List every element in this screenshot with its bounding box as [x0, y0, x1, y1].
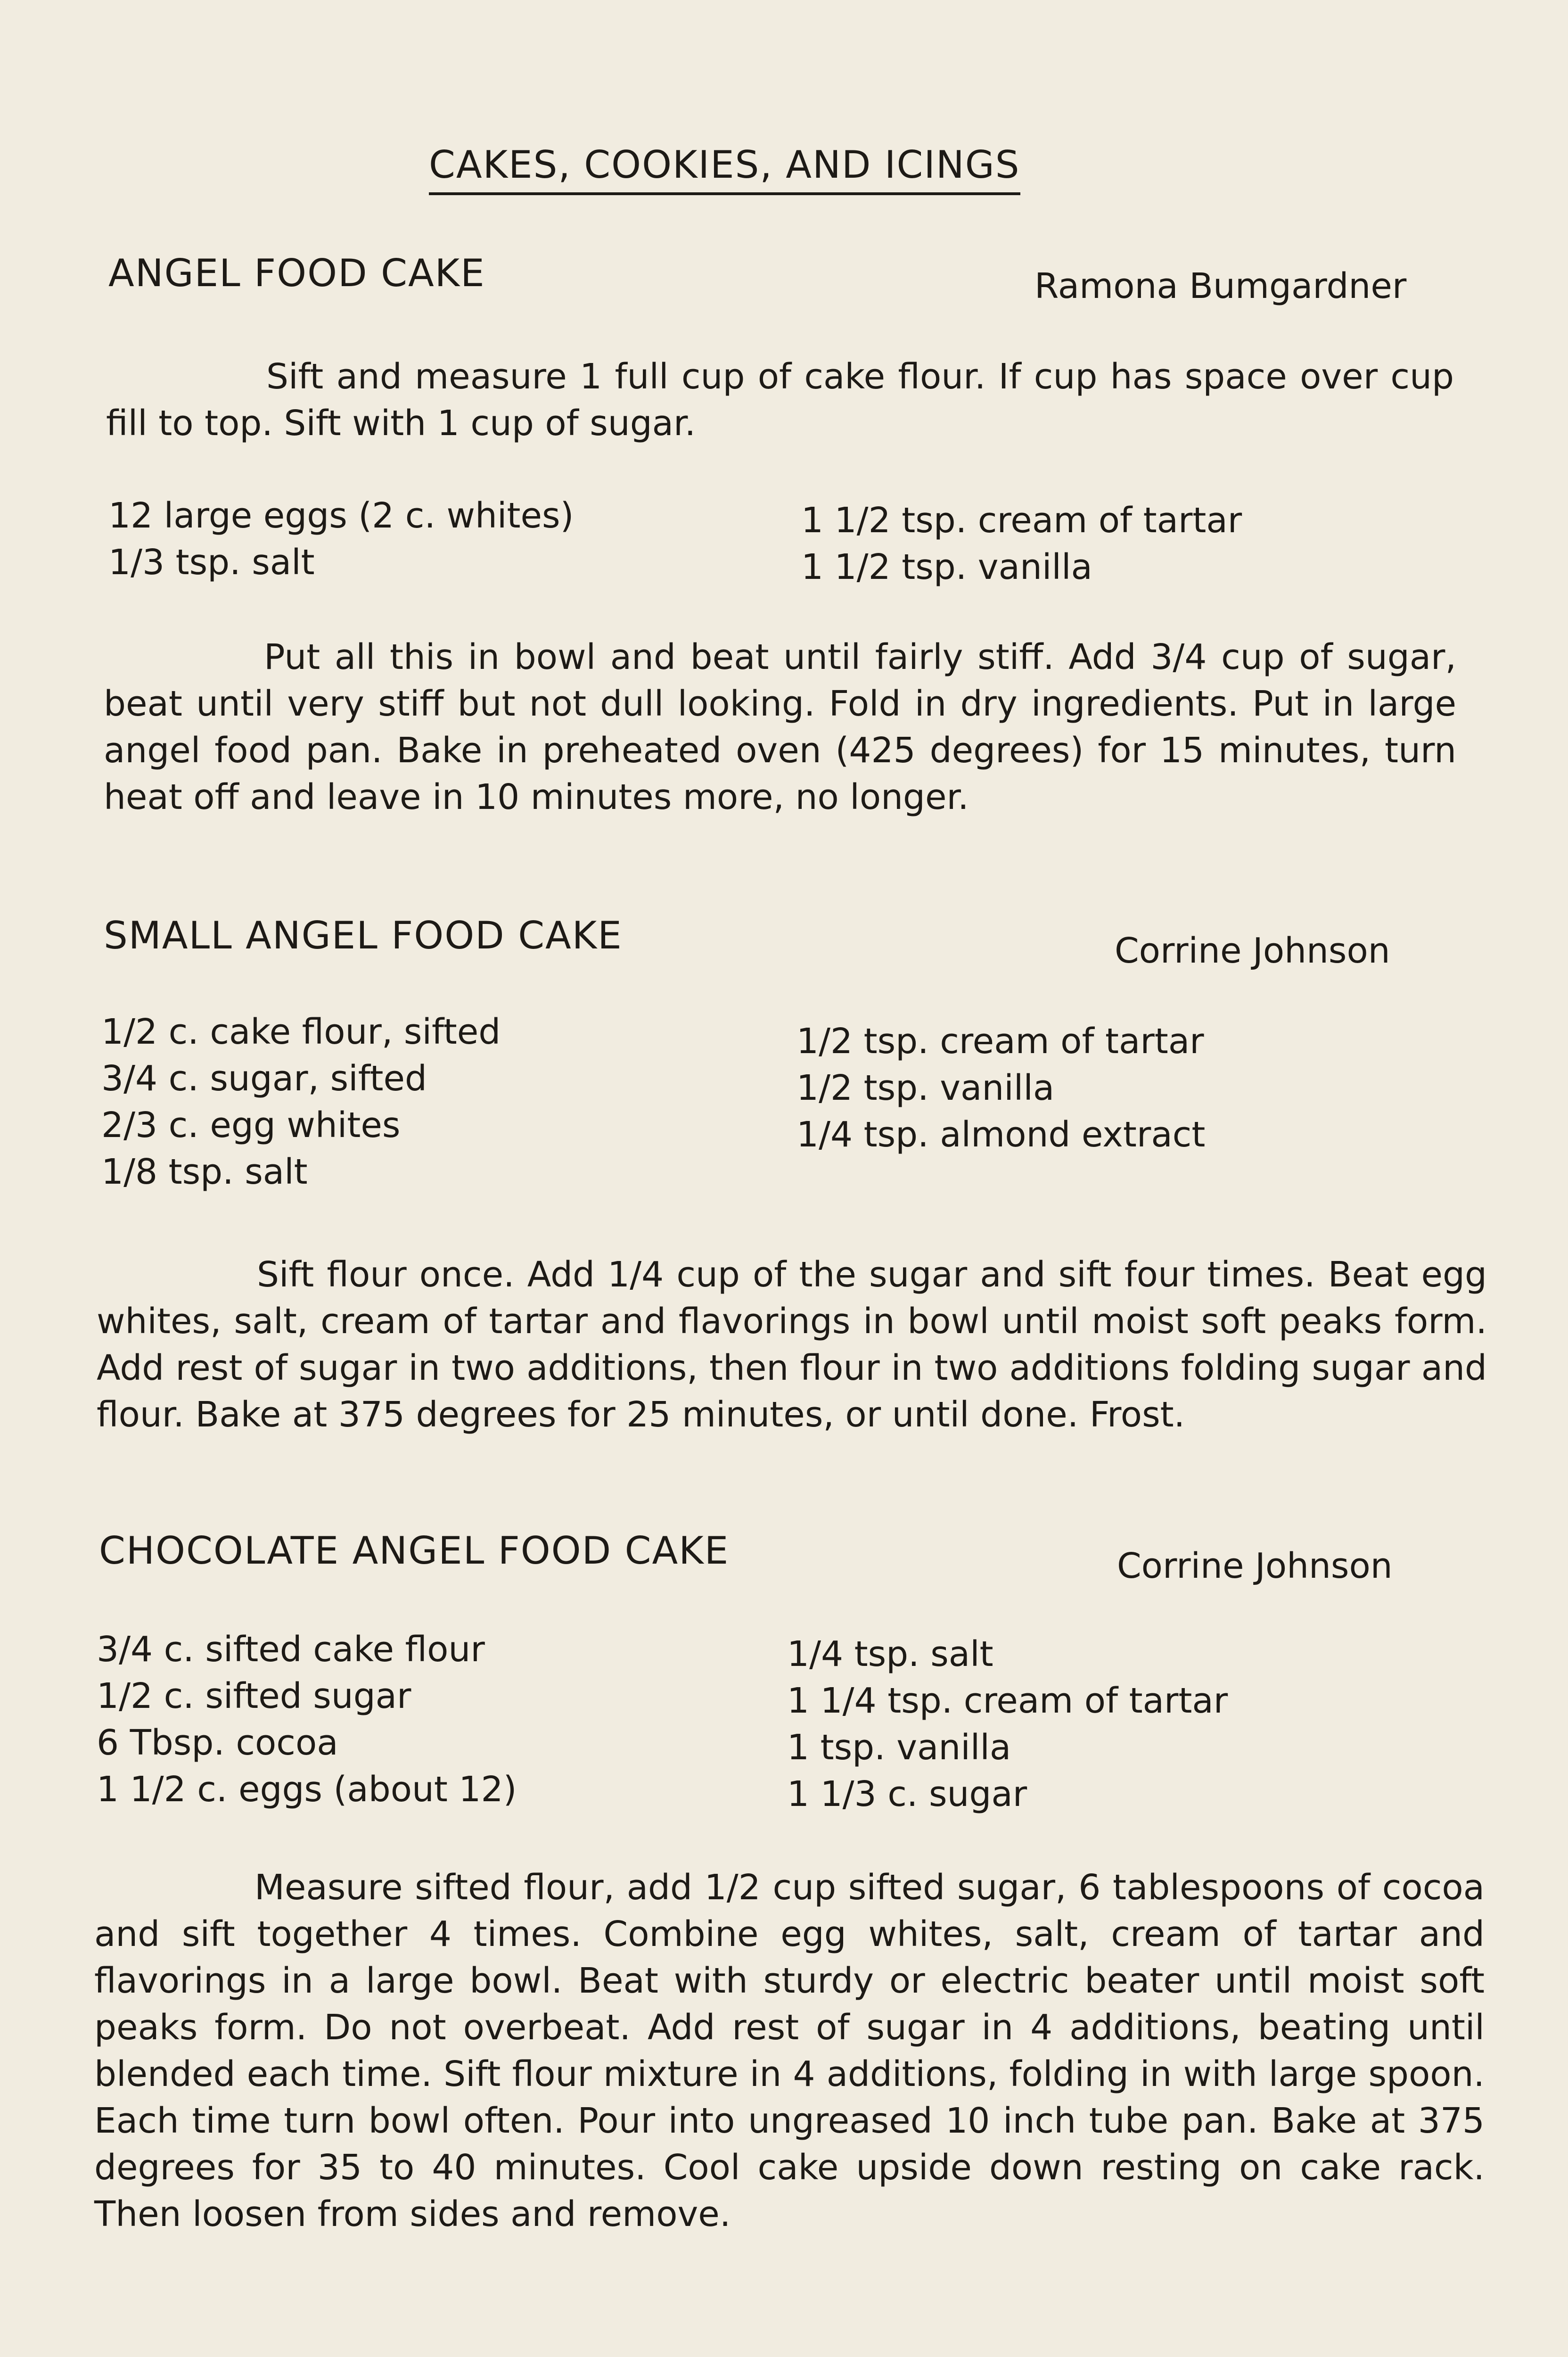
ingredient: 1 1/2 tsp. cream of tartar	[801, 500, 1242, 541]
recipe-author: Corrine Johnson	[1117, 1546, 1393, 1586]
ingredient: 1 1/2 c. eggs (about 12)	[97, 1769, 517, 1810]
ingredient-list-left	[97, 1626, 517, 1813]
ingredient: 1 1/2 tsp. vanilla	[801, 547, 1092, 587]
recipe-directions: Put all this in bowl and beat until fairly stiff. Add 3/4 cup of sugar, beat until very stiff but not dull looking. Fold in dry ingredients. Put in large angel food pan. Bake in preheated oven (425 degrees) for 15 minutes, turn heat off and leave in 10 minutes more, no longer.	[104, 637, 1456, 817]
recipe-author: Ramona Bumgardner	[1034, 266, 1407, 306]
ingredient-list-left	[101, 1009, 501, 1195]
ingredient-list-right	[787, 1631, 1228, 1818]
ingredient: 1 tsp. vanilla	[787, 1727, 1011, 1768]
section-heading: CAKES, COOKIES, AND ICINGS	[429, 146, 1020, 195]
ingredient: 3/4 c. sugar, sifted	[101, 1058, 427, 1099]
ingredient: 1/3 tsp. salt	[108, 542, 315, 583]
ingredient: 6 Tbsp. cocoa	[97, 1722, 338, 1763]
recipe-directions: Sift flour once. Add 1/4 cup of the sugar and sift four times. Beat egg whites, salt, cream of tartar and flavorings in bowl until moist soft peaks form. Add rest of sugar in two additions, then flour in two additions folding sugar and flour. Bake at 375 degrees for 25 minutes, or until done. Frost.	[97, 1254, 1487, 1435]
ingredient: 12 large eggs (2 c. whites)	[108, 495, 574, 536]
ingredient: 1/4 tsp. almond extract	[796, 1114, 1206, 1155]
ingredient: 1/4 tsp. salt	[787, 1634, 993, 1674]
ingredient: 1/2 tsp. cream of tartar	[796, 1021, 1204, 1062]
recipe-intro: Sift and measure 1 full cup of cake flour. If cup has space over cup fill to top. Sift with 1 cup of sugar.	[106, 356, 1454, 444]
recipe-directions: Measure sifted flour, add 1/2 cup sifted sugar, 6 tablespoons of cocoa and sift together 4 times. Combine egg whites, salt, cream of tartar and flavorings in a large bowl. Beat with sturdy or electric beater until moist soft peaks form. Do not overbeat. Add rest of sugar in 4 additions, beating until blended each time. Sift flour mixture in 4 additions, folding in with large spoon. Each time turn bowl often. Pour into ungreased 10 inch tube pan. Bake at 375 degrees for 35 to 40 minutes. Cool cake upside down resting on cake rack. Then loosen from sides and remove.	[94, 1867, 1485, 2234]
ingredient-list-right	[801, 497, 1242, 591]
recipe-title: ANGEL FOOD CAKE	[108, 251, 485, 295]
ingredient: 1 1/3 c. sugar	[787, 1774, 1027, 1814]
ingredient: 1/2 c. cake flour, sifted	[101, 1012, 501, 1052]
ingredient: 1/8 tsp. salt	[101, 1152, 308, 1192]
ingredient: 1 1/4 tsp. cream of tartar	[787, 1681, 1228, 1721]
ingredient: 1/2 tsp. vanilla	[796, 1068, 1055, 1108]
recipe-title: SMALL ANGEL FOOD CAKE	[104, 914, 623, 957]
recipe-title: CHOCOLATE ANGEL FOOD CAKE	[99, 1529, 730, 1573]
ingredient: 3/4 c. sifted cake flour	[97, 1629, 485, 1670]
ingredient: 2/3 c. egg whites	[101, 1105, 401, 1146]
ingredient-list-left	[108, 493, 574, 586]
recipe-author: Corrine Johnson	[1115, 931, 1390, 971]
ingredient: 1/2 c. sifted sugar	[97, 1676, 411, 1716]
ingredient-list-right	[796, 1018, 1205, 1158]
